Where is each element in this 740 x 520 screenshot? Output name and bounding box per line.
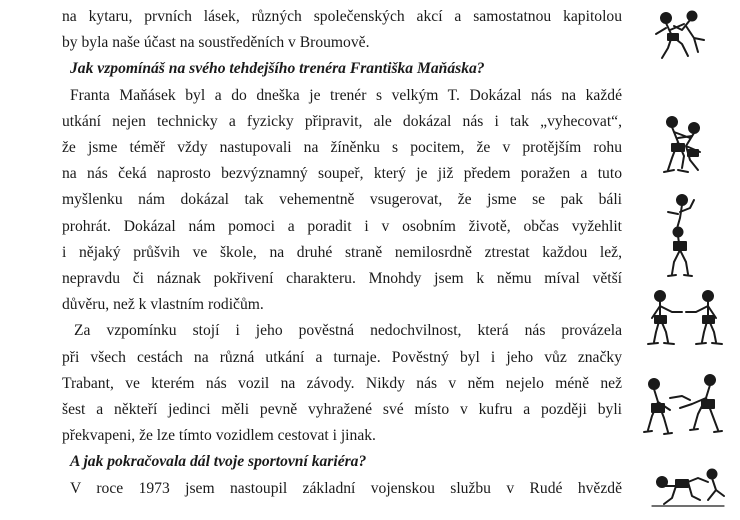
wrestlers-clinch-icon	[644, 375, 722, 434]
text-line: šest a někteří jedinci měli pevně vyhražené své místo v kufru a později byli	[62, 401, 622, 419]
text-line: na nás čeká naprosto bezvýznamný soupeř, který je již předem poražen a tuto	[62, 165, 622, 183]
paragraph-4	[62, 476, 622, 502]
interview-question-1: Jak vzpomínáš na svého tehdejšího trenéra Františka Maňáska?	[70, 60, 485, 78]
text-line: Franta Maňásek byl a do dneška je trenér s velkým T. Dokázal nás na každé	[70, 86, 622, 104]
text-line: na kytaru, prvních lásek, různých společenských akcí a samostatnou kapitolou	[62, 8, 622, 25]
wrestler-lift-icon	[668, 195, 694, 276]
text-line: i nějaký průšvih ve škole, na druhé straně nemilosrdně ztrestat každou lež,	[62, 243, 622, 261]
text-line: Za vzpomínku stojí i jeho pověstná nedochvilnost, která nás provázela	[74, 322, 622, 340]
text-line: při všech cestách na různá utkání a turnaje. Pověstný byl i jeho vůz značky	[62, 348, 622, 366]
text-line: by byla naše účast na soustředěních v Broumově.	[62, 34, 370, 52]
paragraph-3	[62, 318, 622, 449]
text-line: nepravdu či náznak pokřivení charakteru. Mnohdy jsem k němu míval větší	[62, 270, 622, 288]
text-line: utkání nejen technicky a fyzicky připravit, ale dokázal nás i tak „vyhecovat“,	[62, 112, 622, 130]
text-line: důvěru, než k vlastním rodičům.	[62, 296, 264, 314]
article-text	[62, 4, 622, 502]
text-line: že jsme téměř vždy nastupovali na žíněnku s pocitem, že v protějším rohu	[62, 139, 622, 157]
paragraph-1	[62, 4, 622, 56]
wrestling-illustrations	[628, 0, 740, 520]
paragraph-2	[62, 83, 622, 319]
wrestling-figures-strip	[628, 0, 740, 520]
wrestlers-grappling-icon	[664, 117, 700, 172]
text-line: myšlenku nám dokázal tak vehementně vsugerovat, že jsme se pak báli	[62, 191, 622, 209]
text-line: V roce 1973 jsem nastoupil základní vojenskou službu v Rudé hvězdě	[70, 479, 622, 497]
text-line: prohrát. Dokázal nám pomoci a poradit i v osobním životě, občas vyžehlit	[62, 217, 622, 235]
wrestling-throw-icon	[656, 12, 704, 59]
wrestlers-ground-icon	[652, 470, 724, 507]
interview-question-2: A jak pokračovala dál tvoje sportovní kariéra?	[70, 453, 367, 471]
text-line: překvapeni, že lze tímto vozidlem cestovat i jinak.	[62, 427, 376, 445]
text-line: Trabant, ve kterém nás vozil na závody. Nikdy nás v něm nejelo méně než	[62, 374, 622, 392]
wrestlers-handshake-icon	[648, 291, 722, 344]
